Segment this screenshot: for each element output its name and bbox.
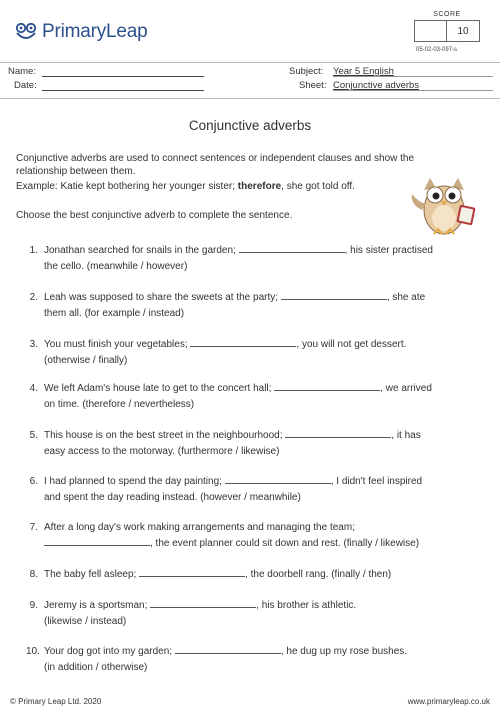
intro-line-1: Conjunctive adverbs are used to connect sentences or independent clauses and show the bbox=[16, 153, 415, 164]
question-text-mid: , we arrived bbox=[380, 383, 432, 394]
answer-blank[interactable] bbox=[281, 292, 387, 300]
score-panel bbox=[414, 11, 480, 42]
score-input-box[interactable] bbox=[414, 20, 447, 42]
answer-blank[interactable] bbox=[239, 245, 345, 253]
question-text-end: the cello. (meanwhile / however) bbox=[44, 261, 188, 272]
question-text-start: You must finish your vegetables; bbox=[44, 339, 191, 350]
question-text-end: and spent the day reading instead. (however / meanwhile) bbox=[44, 492, 301, 503]
question-line-2 bbox=[44, 261, 187, 272]
question-text-mid: , it has bbox=[391, 430, 421, 441]
question-text-end: (in addition / otherwise) bbox=[44, 662, 148, 673]
question-text-end: (otherwise / finally) bbox=[44, 355, 128, 366]
brand-name: PrimaryLeap bbox=[42, 21, 148, 42]
question-number: 9. bbox=[29, 600, 38, 611]
question-line-2 bbox=[44, 355, 127, 366]
question-text-start: We left Adam's house late to get to the concert hall; bbox=[44, 383, 275, 394]
question-line-1 bbox=[44, 522, 355, 533]
question-line-1 bbox=[44, 569, 391, 580]
question-line-2 bbox=[44, 308, 184, 319]
question-text-start: Jeremy is a sportsman; bbox=[44, 600, 151, 611]
question-text-end: easy access to the motorway. (furthermore / likewise) bbox=[44, 446, 280, 457]
question-number: 7. bbox=[29, 522, 38, 533]
question-line-2 bbox=[44, 616, 126, 627]
subject-label: Subject: bbox=[289, 66, 324, 77]
question-text-start: Jonathan searched for snails in the garden; bbox=[44, 245, 239, 256]
question-text-end: (likewise / instead) bbox=[44, 616, 127, 627]
answer-blank[interactable] bbox=[44, 538, 150, 546]
answer-blank[interactable] bbox=[150, 600, 256, 608]
sheet-code: 05-02-03-097-s bbox=[416, 47, 458, 53]
question-text-end: them all. (for example / instead) bbox=[44, 308, 185, 319]
question-line-1 bbox=[44, 646, 407, 657]
question-text-start: Leah was supposed to share the sweets at the party; bbox=[44, 292, 281, 303]
question-line-2 bbox=[44, 399, 194, 410]
question-text-start: I had planned to spend the day painting; bbox=[44, 476, 225, 487]
question-line-1 bbox=[44, 245, 433, 256]
question-line-1 bbox=[44, 600, 356, 611]
question-number: 3. bbox=[29, 339, 38, 350]
intro-example bbox=[16, 180, 355, 193]
name-label: Name: bbox=[8, 66, 36, 77]
question-text-start: This house is on the best street in the neighbourhood; bbox=[44, 430, 286, 441]
example-end: , she got told off. bbox=[281, 181, 355, 192]
brand-logo bbox=[14, 20, 148, 44]
question-line-2 bbox=[44, 662, 147, 673]
question-number: 8. bbox=[29, 569, 38, 580]
example-bold: therefore bbox=[237, 181, 282, 192]
website: www.primaryleap.co.uk bbox=[407, 697, 490, 706]
question-text-mid: , his sister practised bbox=[344, 245, 433, 256]
question-line-2 bbox=[44, 446, 279, 457]
question-text-mid: , she ate bbox=[386, 292, 426, 303]
score-label: SCORE bbox=[433, 11, 461, 18]
question-line-1 bbox=[44, 383, 432, 394]
sheet-value: Conjunctive adverbs bbox=[333, 80, 420, 91]
score-total-box: 10 bbox=[447, 20, 480, 42]
date-field[interactable] bbox=[42, 90, 204, 91]
name-field[interactable] bbox=[42, 76, 204, 77]
question-number: 2. bbox=[29, 292, 38, 303]
question-number: 10. bbox=[26, 646, 40, 657]
fields-divider bbox=[0, 98, 500, 99]
question-line-1 bbox=[44, 476, 422, 487]
answer-blank[interactable] bbox=[225, 476, 331, 484]
header-divider bbox=[0, 62, 500, 63]
question-text-start: The baby fell asleep; bbox=[44, 569, 140, 580]
answer-blank[interactable] bbox=[274, 383, 380, 391]
question-line-2 bbox=[44, 538, 419, 549]
question-number: 1. bbox=[29, 245, 38, 256]
question-number: 6. bbox=[29, 476, 38, 487]
question-text-start: After a long day's work making arrangements and managing the team; bbox=[44, 522, 355, 533]
question-text-end: on time. (therefore / nevertheless) bbox=[44, 399, 195, 410]
answer-blank[interactable] bbox=[285, 430, 391, 438]
question-text-mid: , I didn't feel inspired bbox=[330, 476, 423, 487]
question-line-1 bbox=[44, 430, 421, 441]
question-line-1 bbox=[44, 339, 406, 350]
question-text-start: Your dog got into my garden; bbox=[44, 646, 175, 657]
example-start: Example: Katie kept bothering her younger sister; bbox=[16, 181, 238, 192]
question-line-1 bbox=[44, 292, 425, 303]
question-text-mid: , you will not get dessert. bbox=[296, 339, 407, 350]
answer-blank[interactable] bbox=[175, 646, 281, 654]
subject-underline bbox=[333, 76, 493, 77]
intro-line-2: relationship between them. bbox=[16, 166, 136, 177]
answer-blank[interactable] bbox=[190, 339, 296, 347]
question-text-mid: , his brother is athletic. bbox=[256, 600, 357, 611]
sheet-underline bbox=[333, 90, 493, 91]
sheet-label: Sheet: bbox=[299, 80, 327, 91]
owl-reading-icon bbox=[404, 172, 482, 238]
question-number: 4. bbox=[29, 383, 38, 394]
subject-value: Year 5 English bbox=[333, 66, 394, 77]
answer-blank[interactable] bbox=[139, 569, 245, 577]
page-title: Conjunctive adverbs bbox=[188, 118, 312, 133]
copyright: © Primary Leap Ltd. 2020 bbox=[10, 697, 102, 706]
date-label: Date: bbox=[14, 80, 37, 91]
question-line-2 bbox=[44, 492, 301, 503]
question-text-mid: , the doorbell rang. (finally / then) bbox=[245, 569, 392, 580]
question-text-mid: , he dug up my rose bushes. bbox=[280, 646, 408, 657]
question-text-end: , the event planner could sit down and rest. (finally / likewise) bbox=[150, 538, 420, 549]
instruction: Choose the best conjunctive adverb to complete the sentence. bbox=[16, 210, 293, 221]
frog-logo-icon bbox=[14, 20, 38, 44]
question-number: 5. bbox=[29, 430, 38, 441]
